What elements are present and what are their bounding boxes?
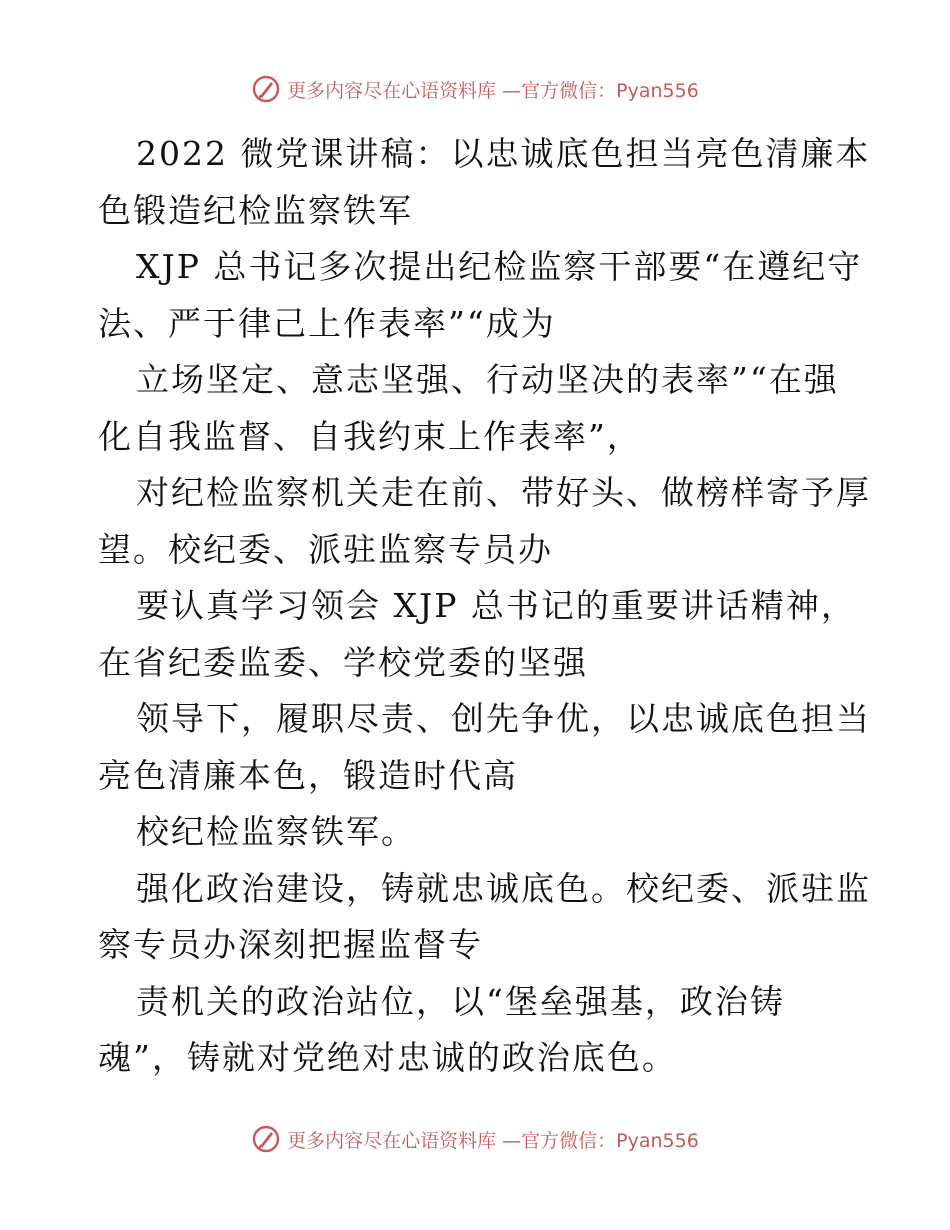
text-line: 责机关的政治站位，以“堡垒强基，政治铸 (136, 981, 785, 1021)
text-line: 校纪检监察铁军。 (136, 812, 416, 851)
text-line: 亮色清廉本色，锻造时代高 (98, 755, 518, 795)
text-line: 强化政治建设，铸就忠诚底色。校纪委、派驻监 (136, 868, 871, 908)
watermark-contact-text: —官方微信：Pyan556 (502, 79, 699, 102)
text-line: 立场坚定、意志坚强、行动坚决的表率”“在强 (136, 360, 839, 399)
quill-logo-icon (251, 1124, 281, 1154)
text-line: 对纪检监察机关走在前、带好头、做榜样寄予厚 (136, 473, 871, 512)
text-line: 察专员办深刻把握监督专 (98, 925, 483, 964)
header-watermark (0, 74, 950, 104)
quill-logo-icon (251, 74, 281, 104)
text-line: 魂”，铸就对党绝对忠诚的政治底色。 (98, 1038, 677, 1077)
text-line: 在省纪委监委、学校党委的坚强 (98, 642, 588, 682)
watermark-site-text: 更多内容尽在心语资料库 (287, 79, 497, 102)
text-line: 化自我监督、自我约束上作表率”， (98, 416, 642, 456)
text-line: 色锻造纪检监察铁军 (98, 190, 413, 230)
text-line: 望。校纪委、派驻监察专员办 (98, 529, 553, 569)
text-line: XJP 总书记多次提出纪检监察干部要“在遵纪守 (136, 247, 863, 286)
text-line: 法、严于律己上作表率”“成为 (98, 303, 556, 343)
text-line: 2022 微党课讲稿：以忠诚底色担当亮色清廉本 (136, 134, 871, 173)
watermark-site-text: 更多内容尽在心语资料库 (287, 1129, 497, 1152)
footer-watermark (0, 1124, 950, 1154)
document-body (98, 126, 871, 1087)
watermark-contact-text: —官方微信：Pyan556 (502, 1129, 699, 1152)
text-line: 领导下，履职尽责、创先争优，以忠诚底色担当 (136, 699, 871, 738)
text-line: 要认真学习领会 XJP 总书记的重要讲话精神， (136, 586, 856, 625)
